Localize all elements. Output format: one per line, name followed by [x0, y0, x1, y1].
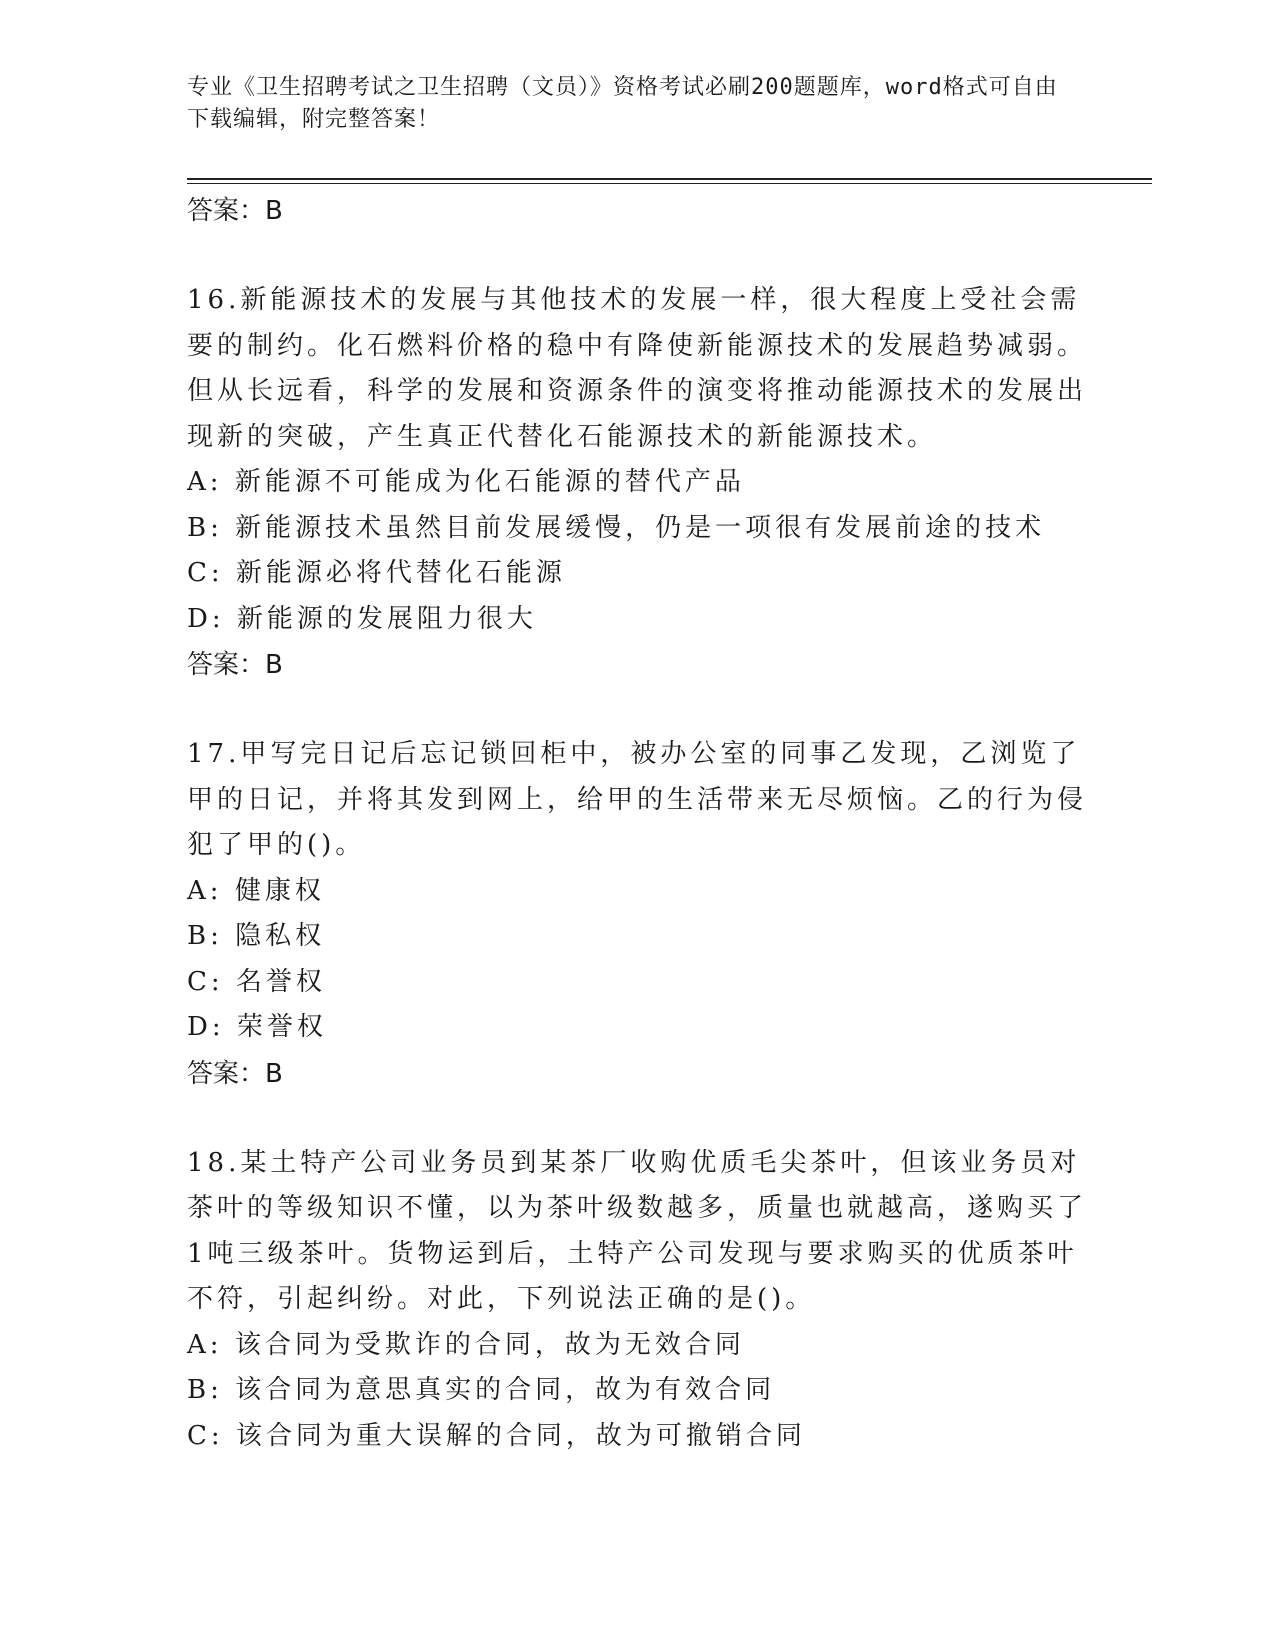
option-letter: B: — [187, 512, 223, 543]
option-a — [187, 869, 1087, 915]
answer-line: 答案：B — [187, 650, 283, 680]
spacer — [187, 688, 1087, 732]
option-b — [187, 1368, 1087, 1414]
option-text: 健康权 — [234, 875, 325, 906]
option-c — [187, 960, 1087, 1006]
header-text: 专业《卫生招聘考试之卫生招聘（文员）》资格考试必刷200题题库，word格式可自由下载编辑，附完整答案！ — [187, 75, 1058, 132]
answer-line: 答案：B — [187, 1058, 283, 1089]
option-text: 新能源的发展阻力很大 — [236, 603, 537, 634]
spacer — [187, 1097, 1087, 1141]
option-text: 该合同为意思真实的合同，故为有效合同 — [235, 1375, 776, 1405]
option-c — [187, 1414, 1087, 1460]
option-b — [187, 914, 1087, 960]
header-divider-thick — [187, 178, 1152, 180]
option-letter: C: — [187, 1420, 224, 1451]
option-text: 新能源技术虽然目前发展缓慢，仍是一项很有发展前途的技术 — [235, 512, 1046, 543]
option-text: 该合同为重大误解的合同，故为可撤销合同 — [235, 1420, 806, 1451]
option-letter: B: — [187, 1375, 223, 1405]
option-letter: A: — [187, 1329, 223, 1360]
option-text: 隐私权 — [235, 921, 326, 951]
option-text: 该合同为受欺诈的合同，故为无效合同 — [234, 1329, 745, 1360]
option-c — [187, 551, 1087, 597]
answer-line: 答案：B — [187, 196, 283, 226]
question-16 — [187, 278, 1087, 460]
option-letter: D: — [187, 1012, 225, 1042]
header-divider-thin — [187, 183, 1152, 184]
option-a — [187, 460, 1087, 506]
document-header — [187, 72, 1067, 136]
question-text: 17.甲写完日记后忘记锁回柜中，被办公室的同事乙发现，乙浏览了甲的日记，并将其发到网上，给甲的生活带来无尽烦恼。乙的行为侵犯了甲的()。 — [187, 739, 1088, 860]
option-letter: C: — [187, 966, 224, 997]
option-text: 名誉权 — [235, 966, 326, 997]
question-text: 16.新能源技术的发展与其他技术的发展一样，很大程度上受社会需要的制约。化石燃料价格的稳中有降使新能源技术的发展趋势减弱。但从长远看，科学的发展和资源条件的演变将推动能源技术的发展出现新的突破，产生真正代替化石能源技术的新能源技术。 — [187, 285, 1088, 452]
option-letter: A: — [187, 467, 223, 497]
question-text: 18.某土特产公司业务员到某茶厂收购优质毛尖茶叶，但该业务员对茶叶的等级知识不懂，以为茶叶级数越多，质量也就越高，遂购买了1吨三级茶叶。货物运到后，土特产公司发现与要求购买的优质茶叶不符，引起纠纷。对此，下列说法正确的是()。 — [187, 1147, 1088, 1314]
option-b — [187, 506, 1087, 552]
question-18 — [187, 1141, 1087, 1323]
option-letter: A: — [187, 875, 223, 906]
option-letter: B: — [187, 921, 223, 951]
option-text: 新能源必将代替化石能源 — [235, 558, 566, 588]
question-17 — [187, 732, 1087, 869]
option-d — [187, 597, 1087, 643]
option-text: 荣誉权 — [236, 1012, 327, 1042]
option-d — [187, 1005, 1087, 1051]
option-letter: C: — [187, 558, 224, 588]
option-letter: D: — [187, 603, 225, 634]
option-a — [187, 1323, 1087, 1369]
document-body — [187, 188, 1087, 1459]
option-text: 新能源不可能成为化石能源的替代产品 — [234, 467, 745, 497]
spacer — [187, 234, 1087, 278]
